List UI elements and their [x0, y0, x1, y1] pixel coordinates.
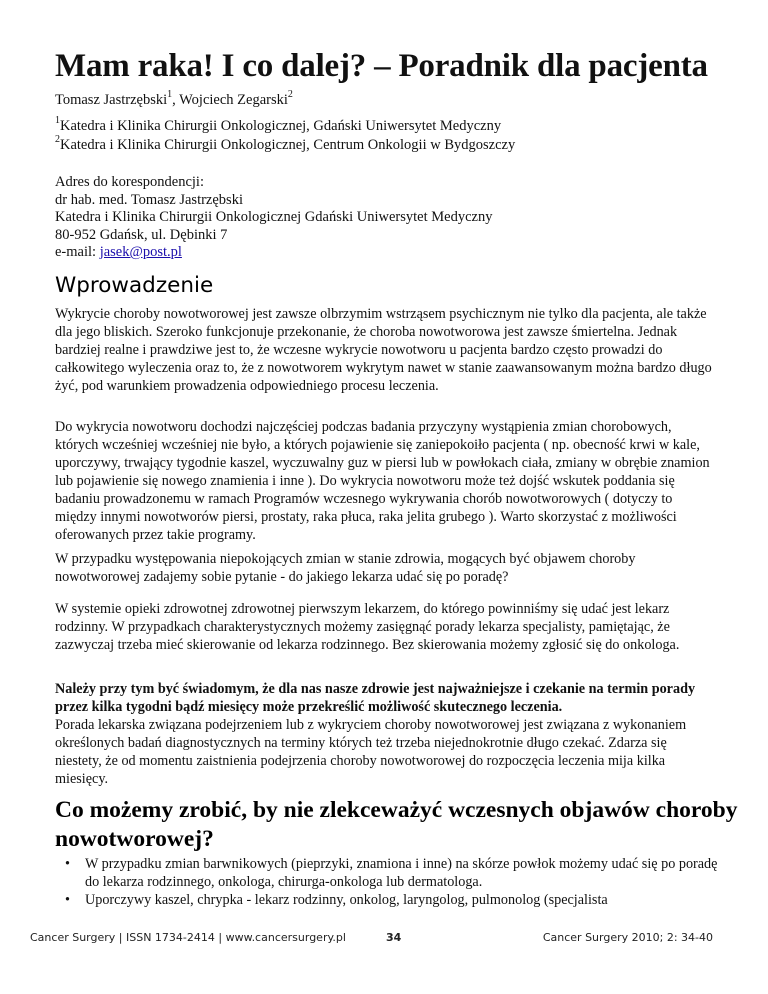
- paragraph-3: W przypadku występowania niepokojących zmian w stanie zdrowia, mogących być objawem choroby nowotworowej zadajemy sobie pytanie - do jakiego lekarza udać się po poradę?: [55, 551, 636, 585]
- paragraph-2: Do wykrycia nowotworu dochodzi najczęściej podczas badania przyczyny wystąpienia zmian chorobowych, których wcześniej wcześniej nie było, a których pojawienie się zaniepokoiło pacjenta ( np. obecność krwi w kale, uporczywy, trwający tygodnie kaszel, wyczuwalny guz w piersi lub w powłokach ciała, zmiany w obrębie znamion lub pojawienie się nowego znamienia i inne ). Do wykrycia nowotworu może też dojść wskutek poddania się badaniu prowadzonemu w ramach Programów wczesnego wykrywania chorób nowotworowych ( dotyczy to między innymi nowotworów piersi, prostaty, raka płuca, raka jelita grubego ). Warto skorzystać z możliwości oferowanych przez takie programy.: [55, 419, 710, 543]
- email-label: e-mail:: [55, 244, 100, 260]
- affiliation-marker: 1: [55, 115, 60, 126]
- author-name: Tomasz Jastrzębski: [55, 92, 168, 108]
- affiliation-marker: 2: [55, 134, 60, 145]
- article-title: Mam raka! I co dalej? – Poradnik dla pacjenta: [55, 48, 708, 84]
- emphasis-text: Należy przy tym być świadomym, że dla nas nasze zdrowie jest najważniejsze i czekanie na termin porady przez kilka tygodni bądź miesięcy może przekreślić możliwość skutecznego leczenia.: [55, 681, 696, 715]
- affiliation-marker: 1: [167, 89, 173, 100]
- paragraph-text: Porada lekarska związana podejrzeniem lub z wykryciem choroby nowotworowej jest związana z wykonaniem określonych badań diagnostycznych na terminy których też trzeba niejednokrotnie długo czekać. Zdarza się niestety, że od momentu zaistnienia podejrzenia choroby nowotworowej do rozpoczęcia leczenia mija kilka miesięcy.: [55, 717, 687, 787]
- section-heading-introduction: Wprowadzenie: [55, 273, 214, 298]
- affiliation-text: Katedra i Klinika Chirurgii Onkologicznej, Centrum Onkologii w Bydgoszczy: [60, 137, 516, 153]
- correspondence-email-line: [55, 244, 492, 262]
- affiliation-2: [55, 134, 516, 154]
- author-name: Wojciech Zegarski: [179, 92, 288, 108]
- section-heading-early-symptoms: Co możemy zrobić, by nie zlekceważyć wczesnych objawów choroby nowotworowej?: [55, 797, 738, 852]
- footer-journal-info: Cancer Surgery | ISSN 1734-2414 | www.cancersurgery.pl: [30, 931, 346, 944]
- affiliation-1: [55, 115, 502, 135]
- symptom-list: [55, 855, 725, 909]
- paragraph-4: W systemie opieki zdrowotnej zdrowotnej pierwszym lekarzem, do którego powinniśmy się udać jest lekarz rodzinny. W przypadkach charakterystycznych możemy zasięgnąć porady lekarza specjalisty, pamiętając, że zazwyczaj trzeba mieć skierowanie od lekarza rodzinnego. Bez skierowania możemy zgłosić się do onkologa.: [55, 601, 680, 653]
- correspondence-name: dr hab. med. Tomasz Jastrzębski: [55, 191, 243, 208]
- author-separator: ,: [172, 92, 180, 108]
- correspondence-heading: Adres do korespondencji:: [55, 174, 204, 190]
- author-line: [55, 89, 293, 109]
- footer-citation: Cancer Surgery 2010; 2: 34-40: [542, 931, 713, 944]
- page-number: 34: [386, 931, 402, 944]
- email-link[interactable]: jasek@post.pl: [99, 244, 182, 260]
- correspondence-block: [55, 174, 492, 262]
- list-item: • Uporczywy kaszel, chrypka - lekarz rodzinny, onkolog, laryngolog, pulmonolog (specjalista: [85, 891, 725, 909]
- paragraph-1: Wykrycie choroby nowotworowej jest zawsze olbrzymim wstrząsem psychicznym nie tylko dla pacjenta, ale także dla jego bliskich. Szeroko funkcjonuje przekonanie, że choroba nowotworowa jest zawsze śmiertelna. Jednak bardziej realne i prawdziwe jest to, że wczesne wykrycie nowotworu u pacjenta bardzo często prowadzi do całkowitego wyleczenia oraz to, że z nowotworem wykrytym nawet w stanie zaawansowanym można bardzo długo żyć, pod warunkiem prowadzenia odpowiedniego procesu leczenia.: [55, 306, 712, 394]
- correspondence-address: 80-952 Gdańsk, ul. Dębinki 7: [55, 226, 228, 243]
- correspondence-institution: Katedra i Klinika Chirurgii Onkologicznej Gdański Uniwersytet Medyczny: [55, 209, 493, 225]
- list-item: • W przypadku zmian barwnikowych (pieprzyki, znamiona i inne) na skórze powłok możemy udać się po poradę do lekarza rodzinnego, onkologa, chirurga-onkologa lub dermatologa.: [85, 855, 725, 891]
- paragraph-5: [55, 680, 715, 788]
- affiliation-text: Katedra i Klinika Chirurgii Onkologicznej, Gdański Uniwersytet Medyczny: [60, 118, 502, 134]
- affiliation-marker: 2: [287, 89, 293, 100]
